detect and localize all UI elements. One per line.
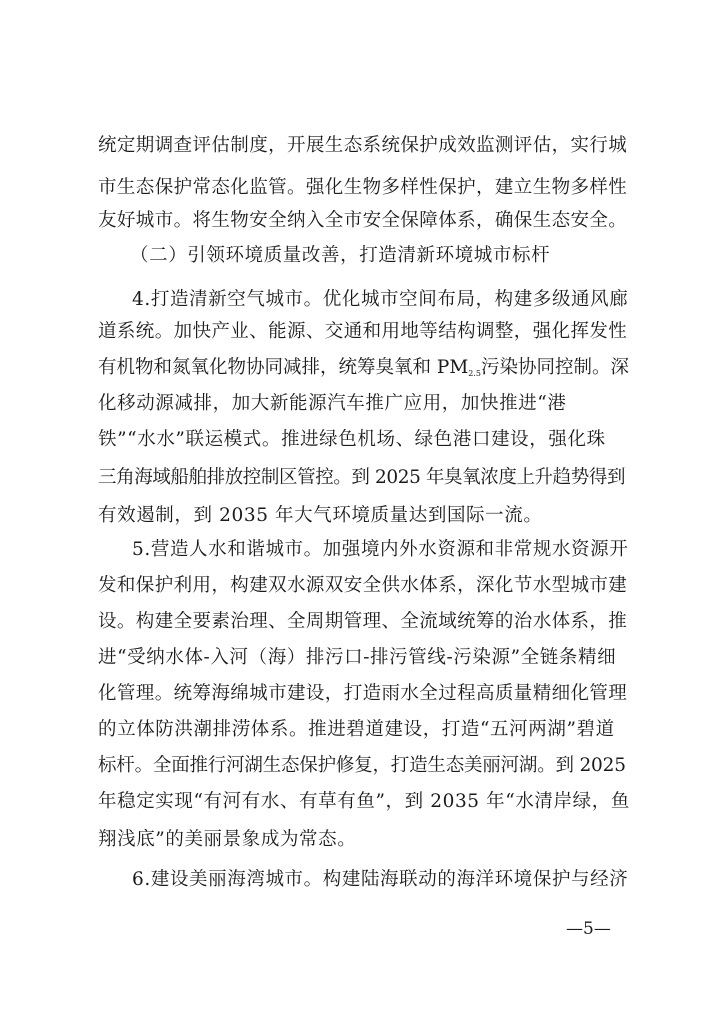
section-heading: （二）引领环境质量改善，打造清新环境城市标杆 — [130, 245, 551, 266]
body-text-line: 铁”“水水”联运模式。推进绿色机场、绿色港口建设，强化珠 — [98, 429, 606, 450]
body-text-line: 友好城市。将生物安全纳入全市安全保障体系，确保生态安全。 — [98, 210, 628, 231]
body-text-line: 翔浅底”的美丽景象成为常态。 — [98, 829, 357, 850]
pm-subscript: 2.5 — [468, 369, 482, 378]
body-text-line-with-pm — [98, 356, 629, 386]
body-text-line: 统定期调查评估制度，开展生态系统保护成效监测评估，实行城 — [98, 135, 628, 156]
body-text-line: 化管理。统筹海绵城市建设，打造雨水全过程高质量精细化管理 — [98, 683, 628, 704]
paragraph-start-line: 5.营造人水和谐城市。加强境内外水资源和非常规水资源开 — [132, 539, 629, 560]
body-text-line: 市生态保护常态化监管。强化生物多样性保护，建立生物多样性 — [98, 177, 628, 198]
paragraph-start-line: 6.建设美丽海湾城市。构建陆海联动的海洋环境保护与经济 — [132, 869, 629, 890]
pm-line-after: 污染协同控制。深 — [481, 357, 630, 378]
body-text-line: 进“受纳水体-入河（海）排污口-排污管线-污染源”全链条精细 — [98, 647, 617, 668]
body-text-line: 的立体防洪潮排涝体系。推进碧道建设，打造“五河两湖”碧道 — [98, 719, 615, 740]
body-text-line: 设。构建全要素治理、全周期管理、全流域统筹的治水体系，推 — [98, 611, 628, 632]
pm-line-before: 有机物和氮氧化物协同减排，统筹臭氧和 PM — [98, 357, 469, 378]
body-text-line: 标杆。全面推行河湖生态保护修复，打造生态美丽河湖。到 2025 — [98, 755, 626, 776]
paragraph-start-line: 4.打造清新空气城市。优化城市空间布局，构建多级通风廊 — [132, 289, 629, 310]
page-number: —5— — [566, 919, 611, 939]
body-text-line: 化移动源减排，加大新能源汽车推广应用，加快推进“港 — [98, 393, 567, 414]
body-text-line: 发和保护利用，构建双水源双安全供水体系，深化节水型城市建 — [98, 575, 628, 596]
body-text-line: 有效遏制，到 2035 年大气环境质量达到国际一流。 — [98, 505, 543, 526]
body-text-line: 道系统。加快产业、能源、交通和用地等结构调整，强化挥发性 — [98, 321, 628, 342]
body-text-line: 三角海域船舶排放控制区管控。到 2025 年臭氧浓度上升趋势得到 — [98, 467, 626, 488]
body-text-line: 年稳定实现“有河有水、有草有鱼”，到 2035 年“水清岸绿，鱼 — [98, 791, 630, 812]
